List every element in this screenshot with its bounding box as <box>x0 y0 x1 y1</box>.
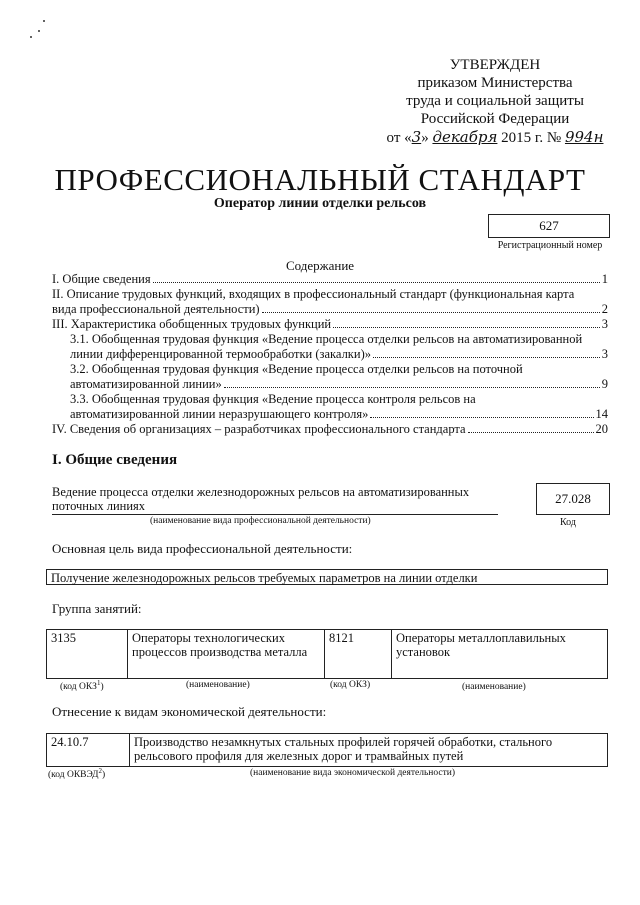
toc-item[interactable] <box>52 422 608 437</box>
toc-item[interactable] <box>52 362 608 392</box>
date-year: 2015 г. № <box>497 130 565 146</box>
approval-line: приказом Министерства <box>417 75 573 91</box>
toc-page: 14 <box>595 407 608 421</box>
okved-code-cell: 24.10.7 <box>47 734 130 767</box>
toc-page: 2 <box>601 302 608 316</box>
handwritten-day: 3 <box>411 128 422 146</box>
toc-leader <box>262 312 600 313</box>
toc-item-text: вида профессиональной деятельности) <box>52 302 260 316</box>
activity-kind-text: Ведение процесса отделки железнодорожных рельсов на автоматизированных поточных линиях <box>52 485 470 513</box>
date-prefix: от « <box>386 130 412 146</box>
toc-item-text: линии дифференцированной термообработки (закалки)» <box>70 347 371 361</box>
registration-number-box: 627 <box>488 214 610 238</box>
toc-item-text: IV. Сведения об организациях – разработчиках профессионального стандарта <box>52 422 466 436</box>
okz-name-cell: Операторы технологических процессов производства металла <box>128 630 325 679</box>
table-row <box>47 734 608 767</box>
toc-page: 1 <box>601 272 608 286</box>
scan-speck <box>38 30 40 32</box>
okved-heading: Отнесение к видам экономической деятельности: <box>52 704 327 719</box>
approval-date <box>380 128 610 147</box>
toc-item-text: 3.2. Обобщенная трудовая функция «Ведение процесса отделки рельсов на поточной <box>70 362 523 376</box>
toc-page: 9 <box>601 377 608 391</box>
approval-line: Российской Федерации <box>420 111 570 127</box>
document-subtitle: Оператор линии отделки рельсов <box>213 196 427 211</box>
approval-line: УТВЕРЖДЕН <box>449 57 541 73</box>
toc-item-text: I. Общие сведения <box>52 272 151 286</box>
toc-item-text: 3.3. Обобщенная трудовая функция «Ведение процесса контроля рельсов на <box>70 392 476 406</box>
toc-heading: Содержание <box>285 258 355 273</box>
toc-item[interactable] <box>52 317 608 332</box>
okved-name-cell: Производство незамкнутых стальных профилей горячей обработки, стального рельсового профиля для железных дорог и трамвайных путей <box>130 734 608 767</box>
date-mid: » <box>421 130 433 146</box>
toc-item-text: автоматизированной линии» <box>70 377 222 391</box>
approval-block <box>380 56 610 147</box>
goal-heading: Основная цель вида профессиональной деятельности: <box>52 541 353 556</box>
goal-box: Получение железнодорожных рельсов требуемых параметров на линии отделки <box>46 569 608 585</box>
activity-kind-caption: (наименование вида профессиональной деятельности) <box>150 516 371 526</box>
toc-item[interactable] <box>52 272 608 287</box>
document-title: ПРОФЕССИОНАЛЬНЫЙ СТАНДАРТ <box>54 162 586 197</box>
toc-item[interactable] <box>52 392 608 422</box>
toc-page: 3 <box>601 317 608 331</box>
toc-leader <box>224 387 600 388</box>
name-caption: (наименование) <box>462 682 526 692</box>
registration-label: Регистрационный номер <box>497 240 603 251</box>
toc-item-text: III. Характеристика обобщенных трудовых функций <box>52 317 332 331</box>
okz-code-caption: (код ОКЗ) <box>330 680 371 690</box>
toc-leader <box>370 417 593 418</box>
approval-line: труда и социальной защиты <box>406 93 584 109</box>
toc-leader <box>468 432 594 433</box>
code-caption: Код <box>560 517 576 528</box>
toc-item-text: II. Описание трудовых функций, входящих в профессиональный стандарт (функциональная карта <box>52 287 575 301</box>
okved-name-caption: (наименование вида экономической деятельности) <box>250 768 455 778</box>
table-of-contents <box>52 272 608 437</box>
scan-speck <box>43 20 45 22</box>
underline <box>52 514 498 515</box>
okved-code-caption: (код ОКВЭД$^2$) <box>48 767 106 781</box>
toc-leader <box>153 282 600 283</box>
section-heading: I. Общие сведения <box>52 452 178 468</box>
activity-code-box: 27.028 <box>536 483 610 515</box>
okz-code-cell: 8121 <box>325 630 392 679</box>
okved-table <box>46 733 608 767</box>
okz-name-cell: Операторы металлоплавильных установок <box>392 630 608 679</box>
scan-speck <box>30 36 32 38</box>
toc-item[interactable] <box>52 287 608 317</box>
toc-item[interactable] <box>52 332 608 362</box>
toc-item-text: 3.1. Обобщенная трудовая функция «Ведение процесса отделки рельсов на автоматизированной <box>70 332 583 346</box>
handwritten-number: 994н <box>564 128 604 146</box>
toc-item-text: автоматизированной линии неразрушающего контроля» <box>70 407 369 421</box>
okz-code-cell: 3135 <box>47 630 128 679</box>
group-heading: Группа занятий: <box>52 601 142 616</box>
toc-leader <box>373 357 600 358</box>
name-caption: (наименование) <box>186 680 250 690</box>
handwritten-month: декабря <box>432 128 498 146</box>
occupation-group-table <box>46 629 608 679</box>
table-row <box>47 630 608 679</box>
okz-code-caption: (код ОКЗ$^1$) <box>60 679 104 693</box>
toc-leader <box>333 327 600 328</box>
toc-page: 20 <box>595 422 608 436</box>
toc-page: 3 <box>601 347 608 361</box>
